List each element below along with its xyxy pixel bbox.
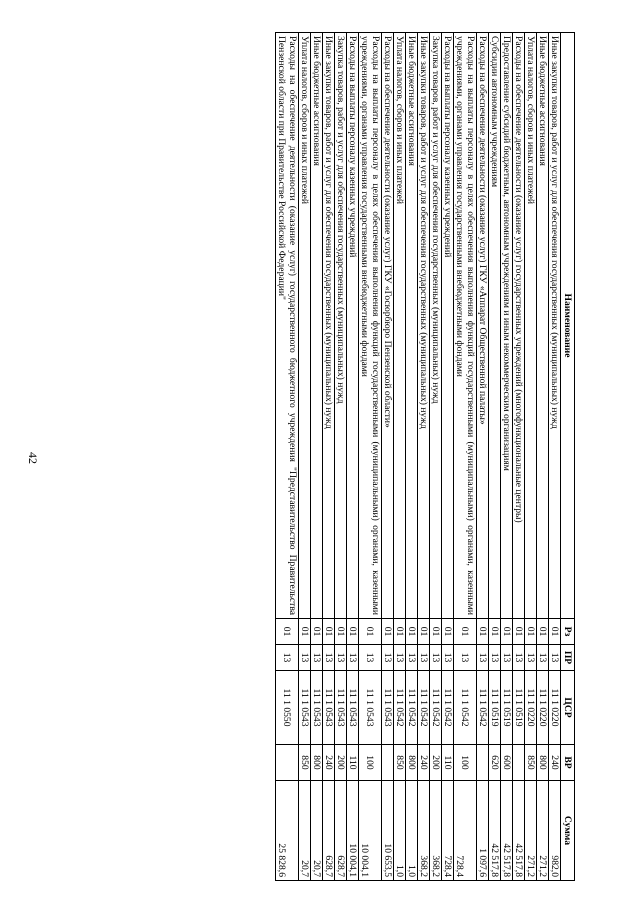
- cell-vr: 240: [418, 745, 430, 781]
- cell-sum: 42 517,8: [489, 781, 501, 881]
- cell-sum: 368,2: [418, 781, 430, 881]
- cell-vr: 240: [549, 745, 561, 781]
- page-number: 42: [26, 452, 40, 464]
- cell-rz: 01: [549, 619, 561, 645]
- cell-pr: 13: [430, 645, 442, 671]
- cell-vr: 110: [442, 745, 454, 781]
- cell-vr: 620: [489, 745, 501, 781]
- cell-name: Закупка товаров, работ и услуг для обеспечения государственных (муниципальных) нужд: [335, 33, 347, 619]
- cell-rz: 01: [406, 619, 418, 645]
- cell-rz: 01: [276, 619, 299, 645]
- cell-pr: 13: [276, 645, 299, 671]
- cell-rz: 01: [442, 619, 454, 645]
- cell-name: Расходы на обеспечение деятельности (оказание услуг) государственного бюджетного учреждения "Представительство Правительства Пензенской области при Правительстве Российской Федерации": [276, 33, 299, 619]
- cell-csr: 11 1 0542: [406, 671, 418, 745]
- cell-csr: 11 1 0220: [525, 671, 537, 745]
- cell-vr: 850: [525, 745, 537, 781]
- cell-sum: 628,7: [323, 781, 335, 881]
- cell-sum: 271,2: [525, 781, 537, 881]
- cell-pr: 13: [299, 645, 311, 671]
- rotated-table-container: [75, 32, 575, 880]
- column-header-sum: Сумма: [561, 781, 575, 881]
- column-header-pr: ПР: [561, 645, 575, 671]
- table-row: [418, 33, 430, 881]
- table-row: [442, 33, 454, 881]
- cell-csr: 11 1 0542: [418, 671, 430, 745]
- cell-rz: 01: [418, 619, 430, 645]
- table-row: [335, 33, 347, 881]
- cell-name: Предоставление субсидий бюджетным, автономным учреждениям и иным некоммерческим организациям: [501, 33, 513, 619]
- cell-vr: 200: [430, 745, 442, 781]
- column-header-rz: Рз: [561, 619, 575, 645]
- column-header-csr: ЦСР: [561, 671, 575, 745]
- cell-vr: 600: [501, 745, 513, 781]
- cell-pr: 13: [323, 645, 335, 671]
- cell-rz: 01: [525, 619, 537, 645]
- cell-sum: 368,2: [430, 781, 442, 881]
- cell-name: Уплата налогов, сборов и иных платежей: [299, 33, 311, 619]
- table-row: [311, 33, 323, 881]
- table-row: [347, 33, 359, 881]
- cell-name: Иные бюджетные ассигнования: [311, 33, 323, 619]
- cell-rz: 01: [454, 619, 477, 645]
- cell-pr: 13: [477, 645, 489, 671]
- cell-csr: 11 1 0542: [430, 671, 442, 745]
- table-row: [549, 33, 561, 881]
- cell-rz: 01: [477, 619, 489, 645]
- cell-sum: 728,4: [442, 781, 454, 881]
- table-row: [525, 33, 537, 881]
- cell-pr: 13: [347, 645, 359, 671]
- cell-csr: 11 1 0542: [394, 671, 406, 745]
- cell-csr: 11 1 0542: [442, 671, 454, 745]
- cell-vr: 850: [394, 745, 406, 781]
- cell-sum: 10 004,1: [359, 781, 382, 881]
- cell-sum: 25 828,6: [276, 781, 299, 881]
- cell-pr: 13: [525, 645, 537, 671]
- cell-csr: 11 1 0543: [335, 671, 347, 745]
- cell-name: Иные бюджетные ассигнования: [406, 33, 418, 619]
- cell-pr: 13: [442, 645, 454, 671]
- cell-name: Расходы на выплаты персоналу казенных учреждений: [442, 33, 454, 619]
- cell-name: Расходы на выплаты персоналу в целях обеспечения выполнения функций государственными (муниципальными) органами, казенными учреждениями, органами управления государственными внебюджетными фондами: [454, 33, 477, 619]
- table-row: [359, 33, 382, 881]
- cell-vr: 100: [359, 745, 382, 781]
- table-row: [477, 33, 489, 881]
- cell-rz: 01: [311, 619, 323, 645]
- cell-vr: [276, 745, 299, 781]
- cell-vr: 240: [323, 745, 335, 781]
- cell-pr: 13: [537, 645, 549, 671]
- cell-pr: 13: [311, 645, 323, 671]
- cell-csr: 11 1 0550: [276, 671, 299, 745]
- cell-rz: 01: [489, 619, 501, 645]
- cell-rz: 01: [513, 619, 525, 645]
- cell-csr: 11 1 0220: [537, 671, 549, 745]
- cell-name: Уплата налогов, сборов и иных платежей: [525, 33, 537, 619]
- cell-name: Иные закупки товаров, работ и услуг для обеспечения государственных (муниципальных) нужд: [323, 33, 335, 619]
- cell-csr: 11 1 0543: [299, 671, 311, 745]
- cell-rz: 01: [335, 619, 347, 645]
- cell-name: Расходы на выплаты персоналу казенных учреждений: [347, 33, 359, 619]
- cell-vr: 110: [347, 745, 359, 781]
- table-row: [382, 33, 394, 881]
- cell-name: Расходы на обеспечение деятельности (оказание услуг) ГКУ «Аппарат Общественной палаты»: [477, 33, 489, 619]
- budget-table: [275, 32, 575, 881]
- cell-pr: 13: [335, 645, 347, 671]
- cell-sum: 42 517,8: [501, 781, 513, 881]
- cell-rz: 01: [359, 619, 382, 645]
- table-row: [537, 33, 549, 881]
- cell-sum: 1,0: [406, 781, 418, 881]
- table-row: [501, 33, 513, 881]
- cell-pr: 13: [418, 645, 430, 671]
- cell-pr: 13: [489, 645, 501, 671]
- cell-vr: [477, 745, 489, 781]
- cell-rz: 01: [430, 619, 442, 645]
- cell-rz: 01: [347, 619, 359, 645]
- cell-rz: 01: [299, 619, 311, 645]
- cell-sum: 1,0: [394, 781, 406, 881]
- cell-sum: 1 097,6: [477, 781, 489, 881]
- table-row: [394, 33, 406, 881]
- cell-pr: 13: [406, 645, 418, 671]
- table-row: [454, 33, 477, 881]
- table-row: [406, 33, 418, 881]
- cell-rz: 01: [501, 619, 513, 645]
- cell-pr: 13: [394, 645, 406, 671]
- cell-vr: 800: [537, 745, 549, 781]
- cell-sum: 20,7: [311, 781, 323, 881]
- cell-sum: 42 517,8: [513, 781, 525, 881]
- cell-vr: 800: [311, 745, 323, 781]
- column-header-vr: ВР: [561, 745, 575, 781]
- table-row: [323, 33, 335, 881]
- cell-rz: 01: [537, 619, 549, 645]
- cell-sum: 20,7: [299, 781, 311, 881]
- cell-csr: 11 1 0519: [501, 671, 513, 745]
- cell-csr: 11 1 0543: [382, 671, 394, 745]
- cell-csr: 11 1 0543: [347, 671, 359, 745]
- table-row: [489, 33, 501, 881]
- cell-vr: [382, 745, 394, 781]
- cell-pr: 13: [382, 645, 394, 671]
- cell-sum: 628,7: [335, 781, 347, 881]
- cell-name: Расходы на обеспечение деятельности (оказание услуг) государственных учреждений (многофункциональные центры): [513, 33, 525, 619]
- cell-name: Иные закупки товаров, работ и услуг для обеспечения государственных (муниципальных) нужд: [418, 33, 430, 619]
- table-row: [299, 33, 311, 881]
- cell-name: Иные закупки товаров, работ и услуг для обеспечения государственных (муниципальных) нужд: [549, 33, 561, 619]
- cell-csr: 11 1 0543: [323, 671, 335, 745]
- cell-pr: 13: [454, 645, 477, 671]
- cell-pr: 13: [501, 645, 513, 671]
- cell-rz: 01: [382, 619, 394, 645]
- table-header-row: [561, 33, 575, 881]
- column-header-name: Наименование: [561, 33, 575, 619]
- cell-csr: 11 1 0519: [513, 671, 525, 745]
- cell-rz: 01: [394, 619, 406, 645]
- table-body: [276, 33, 561, 881]
- cell-csr: 11 1 0542: [477, 671, 489, 745]
- cell-csr: 11 1 0543: [311, 671, 323, 745]
- cell-pr: 13: [513, 645, 525, 671]
- cell-csr: 11 1 0542: [454, 671, 477, 745]
- cell-name: Закупка товаров, работ и услуг для обеспечения государственных (муниципальных) нужд: [430, 33, 442, 619]
- cell-pr: 13: [359, 645, 382, 671]
- cell-name: Расходы на обеспечение деятельности (оказание услуг) ГКУ «Госюрбюро Пензенской области»: [382, 33, 394, 619]
- cell-name: Иные бюджетные ассигнования: [537, 33, 549, 619]
- cell-csr: 11 1 0543: [359, 671, 382, 745]
- cell-vr: 800: [406, 745, 418, 781]
- cell-csr: 11 1 0519: [489, 671, 501, 745]
- cell-name: Субсидии автономным учреждениям: [489, 33, 501, 619]
- cell-vr: 100: [454, 745, 477, 781]
- table-row: [513, 33, 525, 881]
- cell-name: Уплата налогов, сборов и иных платежей: [394, 33, 406, 619]
- cell-sum: 10 004,1: [347, 781, 359, 881]
- table-row: [430, 33, 442, 881]
- table-row: [276, 33, 299, 881]
- cell-vr: 850: [299, 745, 311, 781]
- cell-vr: 200: [335, 745, 347, 781]
- cell-name: Расходы на выплаты персоналу в целях обеспечения выполнения функций государственными (муниципальными) органами, казенными учреждениями, органами управления государственными внебюджетными фондами: [359, 33, 382, 619]
- cell-sum: 10 653,5: [382, 781, 394, 881]
- cell-rz: 01: [323, 619, 335, 645]
- cell-sum: 982,0: [549, 781, 561, 881]
- cell-csr: 11 1 0220: [549, 671, 561, 745]
- cell-sum: 271,2: [537, 781, 549, 881]
- cell-vr: [513, 745, 525, 781]
- cell-sum: 728,4: [454, 781, 477, 881]
- cell-pr: 13: [549, 645, 561, 671]
